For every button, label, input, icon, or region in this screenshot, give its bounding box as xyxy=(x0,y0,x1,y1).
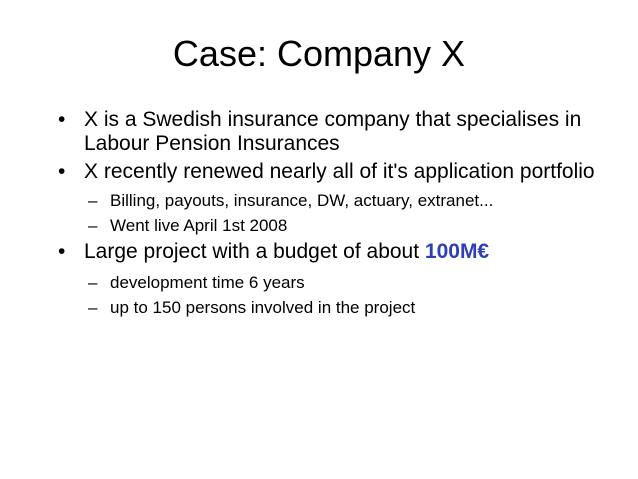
sub-bullet-item xyxy=(58,215,618,236)
dash-icon: – xyxy=(88,216,98,235)
budget-highlight: 100M€ xyxy=(424,240,490,263)
dash-icon: – xyxy=(88,298,98,317)
sub-bullet-item xyxy=(58,297,618,318)
bullet-list xyxy=(58,108,618,322)
sub-bullet-item xyxy=(58,272,618,293)
bullet-text: Large project with a budget of about xyxy=(84,240,425,263)
sub-bullet-text: Billing, payouts, insurance, DW, actuary, extranet... xyxy=(110,191,494,210)
dash-icon: – xyxy=(88,273,98,292)
bullet-text: X is a Swedish insurance company that specialises in Labour Pension Insurances xyxy=(84,108,582,155)
bullet-item xyxy=(58,240,618,264)
sub-bullet-text: up to 150 persons involved in the project xyxy=(110,298,416,317)
dash-icon: – xyxy=(88,191,98,210)
bullet-icon: • xyxy=(58,240,66,263)
sub-bullet-text: Went live April 1st 2008 xyxy=(110,216,288,235)
bullet-text: X recently renewed nearly all of it's application portfolio xyxy=(84,160,595,183)
bullet-item xyxy=(58,160,618,184)
bullet-item xyxy=(58,108,618,156)
sub-bullet-item xyxy=(58,190,618,211)
bullet-icon: • xyxy=(58,160,66,183)
sub-bullet-text: development time 6 years xyxy=(110,273,305,292)
bullet-icon: • xyxy=(58,108,66,131)
slide-title: Case: Company X xyxy=(172,33,466,74)
